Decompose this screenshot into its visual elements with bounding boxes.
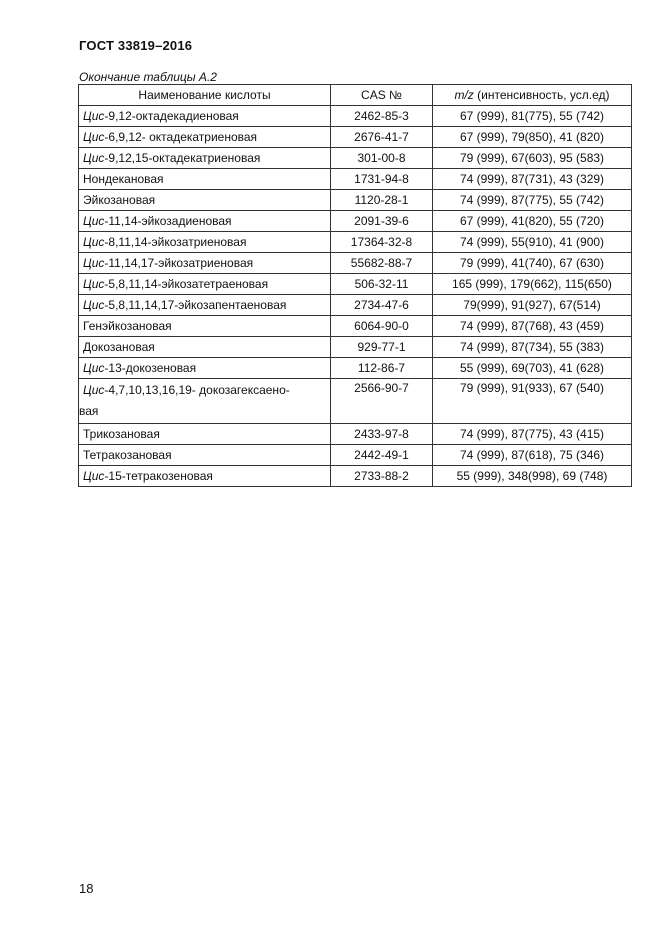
- acid-name: -6,9,12- октадекатриеновая: [104, 129, 258, 144]
- acid-name-cell: [79, 106, 331, 127]
- table-header-row: [79, 85, 632, 106]
- column-header-cas: CAS №: [331, 85, 433, 106]
- cis-prefix: Цис: [83, 234, 105, 249]
- table-row: [79, 148, 632, 169]
- table-row: [79, 358, 632, 379]
- acid-name-cell: [79, 253, 331, 274]
- mz-intensity-cell: 67 (999), 41(820), 55 (720): [433, 211, 632, 232]
- acid-name-cell: [79, 466, 331, 487]
- page-number: 18: [79, 881, 94, 896]
- cas-number-cell: 506-32-11: [331, 274, 433, 295]
- mz-intensity-cell: 165 (999), 179(662), 115(650): [433, 274, 632, 295]
- cis-prefix: Цис: [83, 255, 105, 270]
- acid-name-cell: [79, 337, 331, 358]
- cas-number-cell: 2566-90-7: [331, 379, 433, 424]
- cas-number-cell: 2462-85-3: [331, 106, 433, 127]
- cis-prefix: Цис: [83, 468, 105, 483]
- mz-intensity-cell: 74 (999), 87(731), 43 (329): [433, 169, 632, 190]
- table-row: [79, 424, 632, 445]
- acid-name-cell: [79, 274, 331, 295]
- acid-name-cell: [79, 148, 331, 169]
- acid-name: Нондекановая: [83, 171, 164, 186]
- document-code: ГОСТ 33819–2016: [79, 38, 193, 53]
- acid-name: -5,8,11,14-эйкозатетраеновая: [104, 276, 269, 291]
- table-row: [79, 169, 632, 190]
- cas-number-cell: 2091-39-6: [331, 211, 433, 232]
- mz-intensity-cell: 74 (999), 87(734), 55 (383): [433, 337, 632, 358]
- cas-number-cell: 2676-41-7: [331, 127, 433, 148]
- acid-name: Эйкозановая: [83, 192, 156, 207]
- acid-name-cell: [79, 232, 331, 253]
- acid-name: Тетракозановая: [83, 447, 172, 462]
- mz-intensity-cell: 74 (999), 87(618), 75 (346): [433, 445, 632, 466]
- cis-prefix: Цис: [83, 213, 105, 228]
- cis-prefix: Цис: [83, 150, 105, 165]
- cas-number-cell: 17364-32-8: [331, 232, 433, 253]
- mz-intensity-cell: 67 (999), 81(775), 55 (742): [433, 106, 632, 127]
- table-row: [79, 445, 632, 466]
- table-row: [79, 253, 632, 274]
- acid-name: Генэйкозановая: [83, 318, 172, 333]
- mz-intensity-cell: 79 (999), 91(933), 67 (540): [433, 379, 632, 424]
- table-row: [79, 127, 632, 148]
- cas-number-cell: 112-86-7: [331, 358, 433, 379]
- acid-name: -4,7,10,13,16,19- докозагексаено-: [104, 383, 290, 397]
- table-row: [79, 337, 632, 358]
- table-row: [79, 274, 632, 295]
- mz-intensity-cell: 74 (999), 55(910), 41 (900): [433, 232, 632, 253]
- acid-name: -9,12-октадекадиеновая: [104, 108, 239, 123]
- acid-name-cell: [79, 169, 331, 190]
- table-row: [79, 316, 632, 337]
- acid-name: -5,8,11,14,17-эйкозапентаеновая: [104, 297, 287, 312]
- cis-prefix: Цис: [83, 383, 105, 397]
- cas-number-cell: 929-77-1: [331, 337, 433, 358]
- acid-name: Докозановая: [83, 339, 155, 354]
- table-row: [79, 379, 632, 424]
- acid-name: -9,12,15-октадекатриеновая: [104, 150, 261, 165]
- cis-prefix: Цис: [83, 108, 105, 123]
- table-caption: Окончание таблицы А.2: [79, 70, 217, 84]
- cis-prefix: Цис: [83, 360, 105, 375]
- acid-name-cell: [79, 295, 331, 316]
- cis-prefix: Цис: [83, 129, 105, 144]
- acid-name: -11,14,17-эйкозатриеновая: [104, 255, 254, 270]
- acid-name: -15-тетракозеновая: [104, 468, 213, 483]
- cas-number-cell: 1731-94-8: [331, 169, 433, 190]
- acid-name-cell: [79, 358, 331, 379]
- acid-name-cell: [79, 379, 331, 424]
- cis-prefix: Цис: [83, 276, 105, 291]
- acid-name-cell: [79, 190, 331, 211]
- mz-intensity-cell: 74 (999), 87(768), 43 (459): [433, 316, 632, 337]
- cas-number-cell: 2733-88-2: [331, 466, 433, 487]
- cas-number-cell: 55682-88-7: [331, 253, 433, 274]
- mz-intensity-cell: 79 (999), 67(603), 95 (583): [433, 148, 632, 169]
- mz-intensity-cell: 55 (999), 348(998), 69 (748): [433, 466, 632, 487]
- mz-intensity-cell: 79 (999), 41(740), 67 (630): [433, 253, 632, 274]
- mz-intensity-cell: 79(999), 91(927), 67(514): [433, 295, 632, 316]
- acid-name: -11,14-эйкозадиеновая: [104, 213, 232, 228]
- acid-name-cell: [79, 316, 331, 337]
- table-row: [79, 295, 632, 316]
- table-row: [79, 211, 632, 232]
- cis-prefix: Цис: [83, 297, 105, 312]
- cas-number-cell: 301-00-8: [331, 148, 433, 169]
- table-row: [79, 190, 632, 211]
- acid-name-cell: [79, 445, 331, 466]
- acid-name: Трикозановая: [83, 426, 160, 441]
- mz-symbol: m/z: [454, 87, 474, 102]
- column-header-name: Наименование кислоты: [79, 85, 331, 106]
- cas-number-cell: 2433-97-8: [331, 424, 433, 445]
- acid-name-cell: [79, 424, 331, 445]
- acid-name-cell: [79, 211, 331, 232]
- mz-intensity-cell: 74 (999), 87(775), 55 (742): [433, 190, 632, 211]
- cas-number-cell: 2442-49-1: [331, 445, 433, 466]
- cas-number-cell: 6064-90-0: [331, 316, 433, 337]
- acid-name: -8,11,14-эйкозатриеновая: [104, 234, 247, 249]
- table-row: [79, 466, 632, 487]
- mz-intensity-cell: 55 (999), 69(703), 41 (628): [433, 358, 632, 379]
- acid-name: -13-докозеновая: [104, 360, 197, 375]
- mz-intensity-cell: 67 (999), 79(850), 41 (820): [433, 127, 632, 148]
- column-header-mz: [433, 85, 632, 106]
- table-row: [79, 106, 632, 127]
- cas-number-cell: 2734-47-6: [331, 295, 433, 316]
- table-body: [79, 106, 632, 487]
- mz-description: (интенсивность, усл.ед): [473, 87, 610, 102]
- cas-number-cell: 1120-28-1: [331, 190, 433, 211]
- table-row: [79, 232, 632, 253]
- acid-name-cell: [79, 127, 331, 148]
- acid-name-continuation: вая: [79, 404, 99, 418]
- mz-intensity-cell: 74 (999), 87(775), 43 (415): [433, 424, 632, 445]
- fatty-acids-table: [78, 84, 632, 487]
